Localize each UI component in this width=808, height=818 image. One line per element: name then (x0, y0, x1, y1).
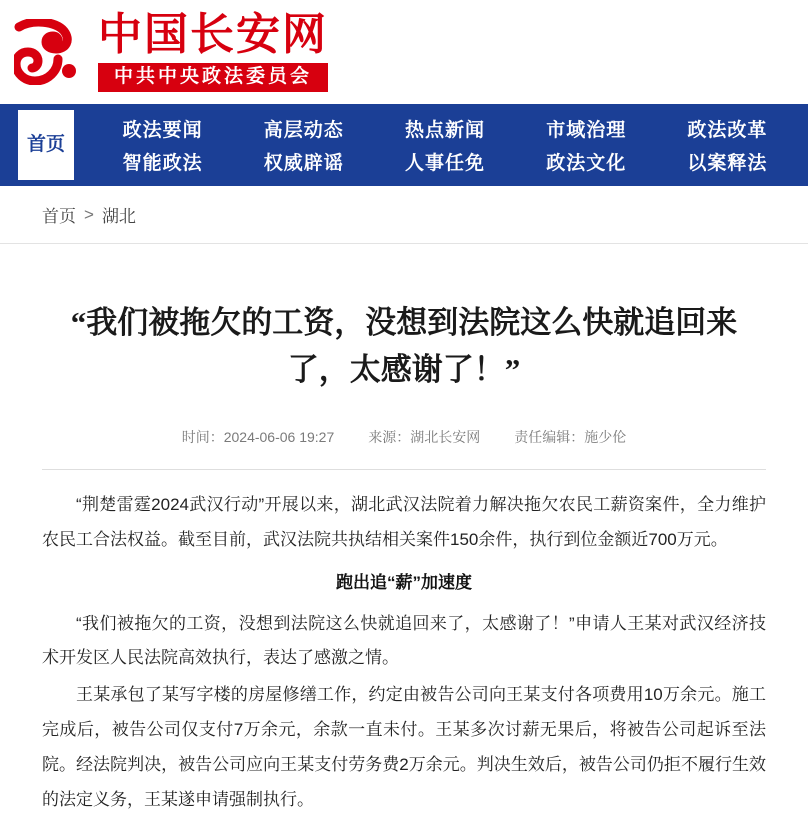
breadcrumb-home[interactable]: 首页 (42, 207, 76, 226)
article-subheading: 跑出追“薪”加速度 (336, 572, 472, 592)
site-title: 中国长安网 (98, 10, 328, 60)
site-subtitle: 中共中央政法委员会 (98, 63, 328, 92)
article-paragraph: “我们被拖欠的工资，没想到法院这么快就追回来了，太感谢了！”申请人王某对武汉经济技术开发区人民法院高效执行，表达了感激之情。 (42, 613, 766, 668)
nav-item-renshirenmian[interactable]: 人事任免 (404, 153, 485, 174)
nav-item-zhengfawenhua[interactable]: 政法文化 (546, 153, 627, 174)
article-paragraph: 王某承包了某写字楼的房屋修缮工作，约定由被告公司向王某支付各项费用10万余元。施工完成后，被告公司仅支付7万余元，余款一直未付。王某多次讨薪无果后，将被告公司起诉至法院。经法院判决，被告公司应向王某支付劳务费2万余元。判决生效后，被告公司仍拒不履行生效的法定义务，王某遂申请强制执行。 (42, 685, 766, 809)
nav-column-5 (657, 115, 798, 175)
meta-editor-value: 施少伦 (584, 429, 627, 445)
meta-source-label: 来源： (368, 429, 411, 445)
breadcrumb (0, 186, 808, 244)
nav-item-zhinengzhengfa[interactable]: 智能政法 (122, 153, 203, 174)
meta-source-value: 湖北长安网 (410, 429, 481, 445)
nav-columns (92, 104, 798, 186)
breadcrumb-current[interactable]: 湖北 (101, 207, 136, 226)
article-body (42, 488, 766, 818)
nav-column-2 (233, 115, 374, 175)
meta-time-value: 2024-06-06 19:27 (223, 429, 335, 445)
site-logo-text[interactable] (98, 12, 328, 91)
nav-item-redianxinwen[interactable]: 热点新闻 (404, 120, 485, 141)
meta-time-label: 时间： (181, 429, 224, 445)
nav-item-home[interactable]: 首页 (18, 110, 74, 180)
nav-column-1 (92, 115, 233, 175)
article-paragraph: “荆楚雷霆2024武汉行动”开展以来，湖北武汉法院着力解决拖欠农民工薪资案件，全力维护农民工合法权益。截至目前，武汉法院共执结相关案件150余件，执行到位金额近700万元。 (42, 495, 766, 549)
main-navigation (0, 104, 808, 186)
nav-item-zhengfagaige[interactable]: 政法改革 (687, 120, 768, 141)
meta-time (182, 427, 335, 447)
article (0, 300, 808, 818)
meta-source (368, 427, 480, 447)
nav-item-zhengfayaowen[interactable]: 政法要闻 (122, 120, 203, 141)
article-divider (42, 469, 766, 470)
nav-item-gaocengdongtai[interactable]: 高层动态 (263, 120, 344, 141)
meta-editor-label: 责任编辑： (514, 429, 585, 445)
changan-swirl-logo-icon[interactable] (14, 19, 88, 85)
meta-editor (514, 427, 626, 447)
nav-item-shiyuzhili[interactable]: 市域治理 (546, 120, 627, 141)
article-meta (42, 427, 766, 447)
site-header (0, 0, 808, 104)
nav-column-3 (374, 115, 515, 175)
nav-item-yianshifa[interactable]: 以案释法 (687, 153, 768, 174)
nav-item-quanweipiyao[interactable]: 权威辟谣 (263, 153, 344, 174)
breadcrumb-separator: > (84, 204, 94, 224)
page-title: “我们被拖欠的工资，没想到法院这么快就追回来了，太感谢了！” (70, 305, 738, 387)
nav-column-4 (516, 115, 657, 175)
